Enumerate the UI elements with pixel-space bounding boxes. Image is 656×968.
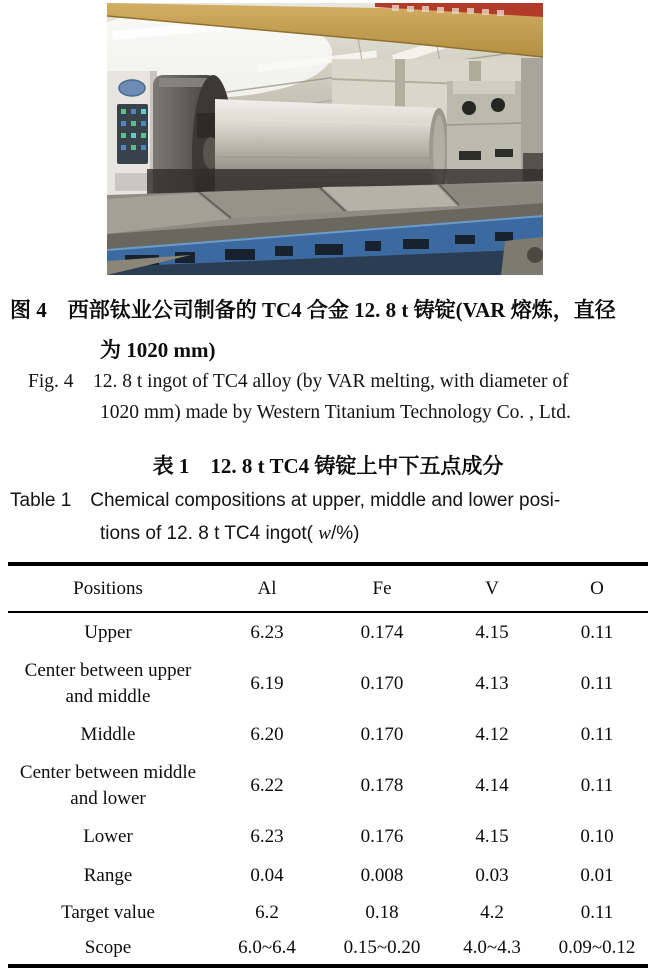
table-row: [8, 857, 648, 894]
table-cell: 6.22: [250, 775, 284, 797]
table1-caption-en-line2-symbol: w: [318, 523, 331, 544]
table-row: [8, 894, 648, 931]
table-cell: Scope: [84, 936, 132, 958]
table-header-row: [8, 566, 648, 611]
table-cell: 4.15: [475, 826, 509, 848]
table-cell: 6.2: [255, 901, 279, 923]
table-cell: 4.2: [480, 901, 504, 923]
table-cell: 0.11: [580, 901, 614, 923]
table-row: [8, 931, 648, 964]
table-cell: 6.20: [250, 724, 284, 746]
table-cell: 0.11: [580, 673, 614, 695]
table-cell: Center between middle and lower: [19, 762, 197, 809]
table-cell: Middle: [80, 724, 136, 746]
table-bottom-rule: [8, 964, 648, 968]
table-cell: Upper: [84, 622, 132, 644]
table-cell: 0.03: [475, 864, 509, 886]
table-row: [8, 755, 648, 817]
table-cell: Target value: [61, 901, 155, 923]
table-cell: Center between upper and middle: [24, 660, 192, 707]
table-cell: 0.11: [580, 775, 614, 797]
table-cell: 0.170: [360, 724, 404, 746]
table-cell: 6.19: [250, 673, 284, 695]
figure4-caption-en-line1: Fig. 4 12. 8 t ingot of TC4 alloy (by VAR melting, with diameter of: [28, 371, 569, 392]
composition-table: [8, 562, 648, 968]
table-cell: 6.23: [250, 622, 284, 644]
table-header-cell: V: [485, 577, 499, 599]
table1-caption-en-line2-post: /%): [330, 523, 360, 544]
table-row: [8, 653, 648, 715]
table-cell: 0.170: [360, 673, 404, 695]
table-header-cell: O: [590, 577, 604, 599]
table-row: [8, 613, 648, 653]
table1-title-zh: 表 1 12. 8 t TC4 铸锭上中下五点成分: [152, 454, 504, 478]
table1-caption-en-line2-pre: tions of 12. 8 t TC4 ingot(: [100, 523, 319, 544]
table-cell: 0.174: [360, 622, 404, 644]
table-cell: 0.10: [580, 826, 614, 848]
table-cell: 0.11: [580, 724, 614, 746]
table-cell: 0.09~0.12: [558, 936, 636, 958]
figure4-photo: [107, 3, 543, 275]
table-header-cell: Fe: [372, 577, 392, 599]
table-cell: 6.23: [250, 826, 284, 848]
table-cell: 4.12: [475, 724, 509, 746]
table-cell: 0.18: [365, 901, 399, 923]
table-cell: 0.15~0.20: [343, 936, 421, 958]
figure4-caption-zh-line1: 图 4 西部钛业公司制备的 TC4 合金 12. 8 t 铸锭(VAR 熔炼，直径: [10, 298, 616, 322]
table-cell: 6.0~6.4: [238, 936, 296, 958]
table1-caption-en-line1: Table 1 Chemical compositions at upper, middle and lower posi-: [10, 490, 561, 511]
table-row: [8, 715, 648, 755]
table-cell: 4.0~4.3: [463, 936, 521, 958]
table-cell: 4.15: [475, 622, 509, 644]
table-cell: 0.008: [360, 864, 404, 886]
table-cell: 4.14: [475, 775, 509, 797]
table-cell: 0.178: [360, 775, 404, 797]
table-header-cell: Positions: [73, 577, 143, 599]
table-cell: 0.11: [580, 622, 614, 644]
figure4-caption-zh-line2: 为 1020 mm): [100, 338, 216, 362]
table1-caption-en-line2: [100, 523, 359, 545]
figure4-caption-en-line2: 1020 mm) made by Western Titanium Technology Co. , Ltd.: [100, 402, 571, 423]
table-cell: Range: [83, 864, 133, 886]
table-cell: 4.13: [475, 673, 509, 695]
table-cell: 0.01: [580, 864, 614, 886]
table-header-cell: Al: [257, 577, 277, 599]
table-cell: Lower: [83, 826, 133, 848]
table-cell: 0.176: [360, 826, 404, 848]
table-cell: 0.04: [250, 864, 284, 886]
table-row: [8, 817, 648, 857]
